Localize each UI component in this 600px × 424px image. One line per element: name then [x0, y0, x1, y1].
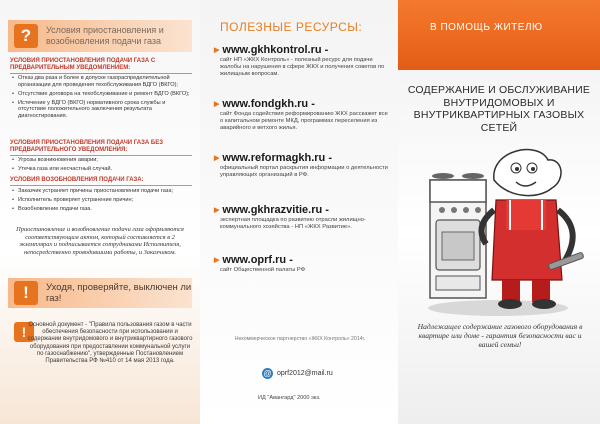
resource-link[interactable]: ▶ www.reformagkh.ru -	[214, 152, 390, 164]
resumption-list	[12, 188, 192, 215]
exclamation-icon-2: !	[14, 322, 34, 342]
left-panel	[0, 0, 200, 424]
list-item: • Истечение у ВДГО (ВКГО) нормативного срока службы и отсутствие положительного заключения результата диагностирования.	[12, 100, 192, 120]
right-panel	[398, 0, 600, 424]
section-heading-without-notice: УСЛОВИЯ ПРИОСТАНОВЛЕНИЯ ПОДАЧИ ГАЗА БЕЗ ПРЕДВАРИТЕЛЬНОГО УВЕДОМЛЕНИЯ:	[10, 140, 192, 156]
resource-description: сайт НП «ЖКХ Контроль» - полезный ресурс для подачи жалобы на нарушения в сфере ЖКХ и получения советов по жилищным вопросам.	[220, 57, 385, 77]
resource-description: сайт Общественной палаты РФ	[220, 267, 306, 273]
title-banner	[398, 0, 600, 70]
list-item: • Заказчик устраняет причины приостановления подачи газа;	[12, 188, 192, 195]
section-heading-resumption: УСЛОВИЯ ВОЗОБНОВЛЕНИЯ ПОДАЧИ ГАЗА:	[10, 177, 192, 186]
suspension-box-title: Условия приостановления и возобновления подачи газа	[46, 25, 164, 46]
at-icon: @	[263, 369, 272, 378]
resource-description: экспертная площадка по развитию отрасли жилищно-коммунального хозяйства - НП «ЖКХ Развитие».	[220, 217, 366, 230]
list-item: • Возобновление подачи газа.	[12, 206, 192, 213]
list-item: • Утечка газа или несчастный случай.	[12, 166, 192, 173]
regulation-text: Основной документ - "Правила пользования газом в части обеспечения безопасности при использовании и содержании внутридомового и внутриквартирного газового оборудования при предоставлении коммунальной услуги по газоснабжению", утвержденные Постановлением Правительства РФ №410 от 14 мая 2013 года.	[27, 322, 193, 365]
resource-item	[214, 44, 390, 78]
act-note: Приостановление и возобновление подачи газа оформляются соответствующим актом, который составляется в 2 экземплярах и подписывается сотрудниками Исполнителя, непосредственно проводившими работы, и Заказчиком.	[16, 226, 184, 256]
email-contact[interactable]	[262, 368, 333, 379]
resource-link[interactable]: ▶ www.fondgkh.ru -	[214, 98, 390, 110]
with-notice-list	[12, 75, 192, 122]
without-notice-list	[12, 157, 192, 175]
publisher-note: Некоммерческое партнерство «ЖКХ Контроль» 2014г.	[234, 336, 366, 342]
list-item: • Угрозы возникновения аварии;	[12, 157, 192, 164]
resource-item	[214, 98, 390, 132]
resource-link[interactable]: ▶ www.gkhkontrol.ru -	[214, 44, 390, 56]
resources-title: ПОЛЕЗНЫЕ РЕСУРСЫ:	[220, 20, 363, 34]
exclamation-icon: !	[14, 281, 38, 305]
check-gas-title: Уходя, проверяйте, выключен ли газ!	[46, 282, 192, 304]
resource-item	[214, 204, 390, 231]
resource-link[interactable]: ▶ www.oprf.ru -	[214, 254, 390, 266]
list-item: • Исполнитель проверяет устранение причин;	[12, 197, 192, 204]
check-gas-box	[8, 278, 192, 308]
print-info: ИД "Авангард" 2000 экз.	[258, 395, 321, 401]
section-heading-with-notice: УСЛОВИЯ ПРИОСТАНОВЛЕНИЯ ПОДАЧИ ГАЗА С ПРЕДВАРИТЕЛЬНЫМ УВЕДОМЛЕНИЕМ:	[10, 58, 192, 74]
resource-item	[214, 152, 390, 179]
banner-label: В ПОМОЩЬ ЖИТЕЛЮ	[430, 22, 543, 33]
list-item: • Отсутствие договора на техобслуживание и ремонт ВДГО (ВКГО);	[12, 91, 192, 98]
resource-link[interactable]: ▶ www.gkhrazvitie.ru -	[214, 204, 390, 216]
safety-quote: Надлежащее содержание газового оборудования в квартире или доме - гарантия безопасности вас и вашей семьи!	[417, 322, 583, 349]
middle-panel	[200, 0, 398, 424]
suspension-conditions-box	[8, 20, 192, 52]
list-item: • Отказ два раза и более в допуске газораспределительной организации для проведения техобслуживания ВДГО (ВКГО);	[12, 75, 192, 88]
resource-description: официальный портал раскрытия информации о деятельности управляющих организаций в РФ.	[220, 165, 388, 178]
resource-item	[214, 254, 390, 274]
brochure-title: СОДЕРЖАНИЕ И ОБСЛУЖИВАНИЕ ВНУТРИДОМОВЫХ И ВНУТРИКВАРТИРНЫХ ГАЗОВЫХ СЕТЕЙ	[407, 84, 591, 134]
resource-description: сайт Фонда содействия реформированию ЖКХ расскажет все о капитальном ремонте МКД, программах переселения из аварийного и ветхого жилья.	[220, 111, 388, 131]
gas-stove-mascot-illustration	[398, 140, 600, 340]
email-address[interactable]: oprf2012@mail.ru	[277, 370, 333, 377]
question-icon: ?	[14, 24, 38, 48]
